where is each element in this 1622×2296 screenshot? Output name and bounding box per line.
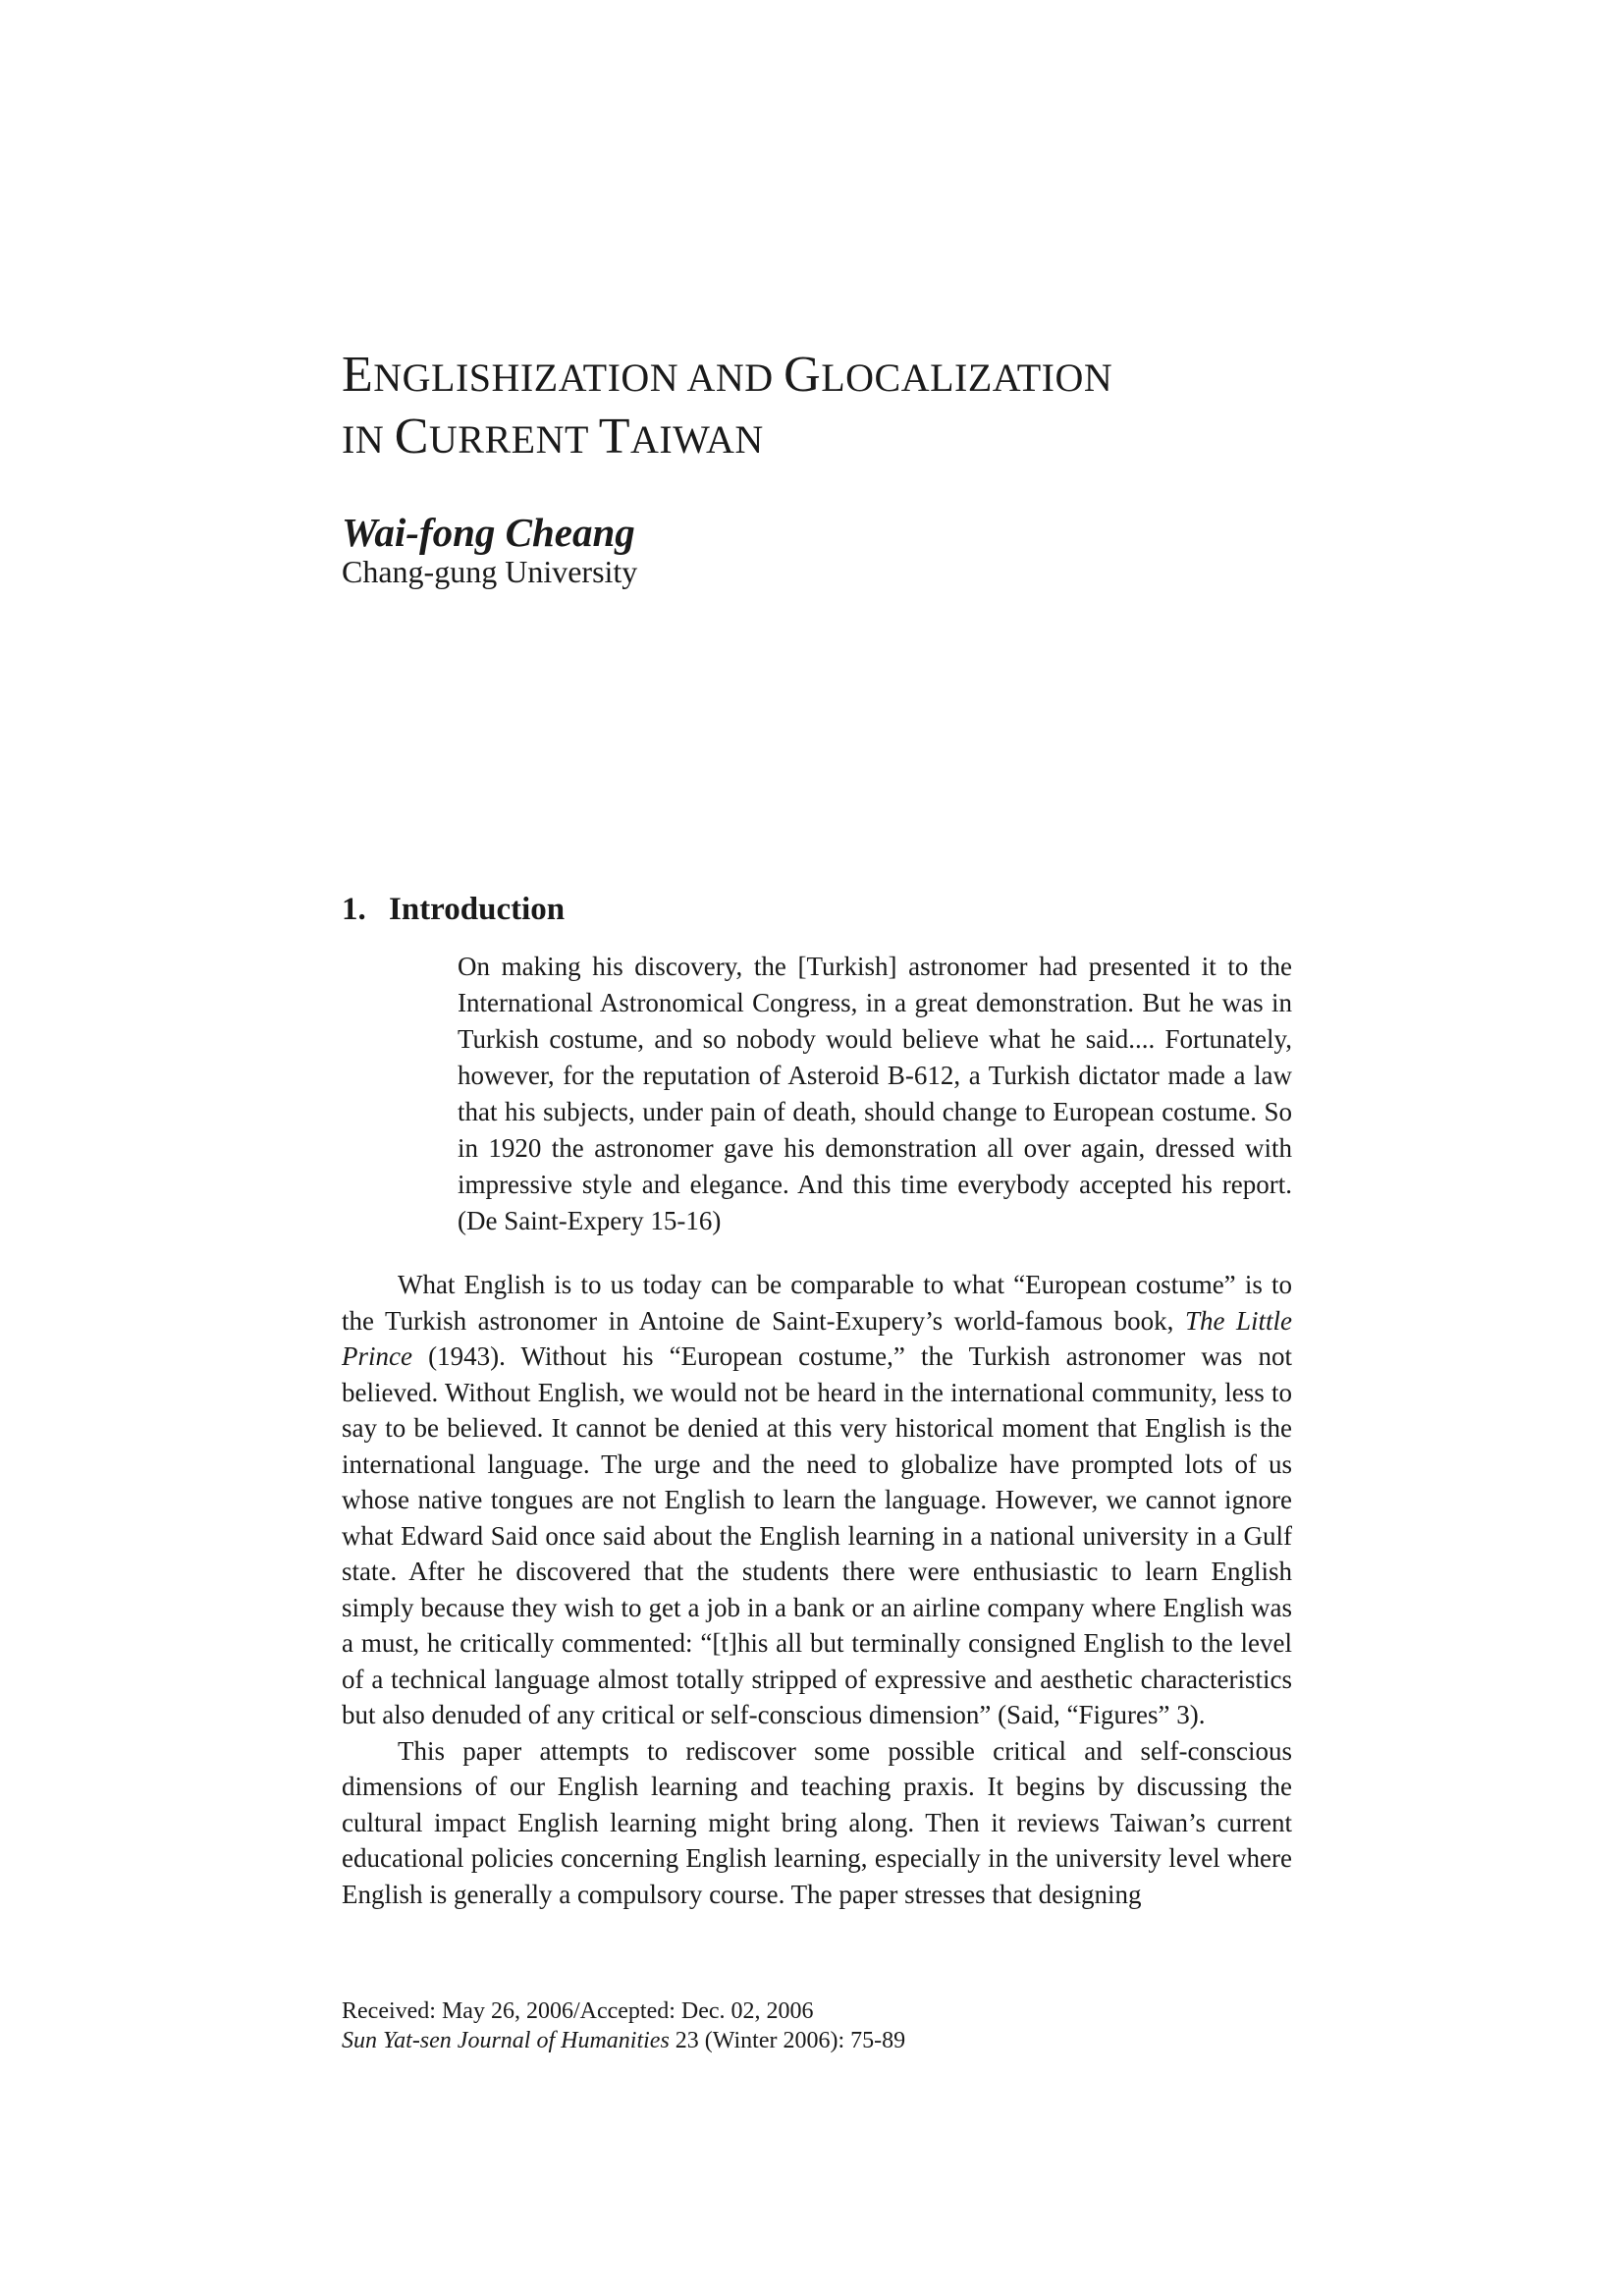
received-date: Received: May 26, 2006/Accepted: Dec. 02, 2006 bbox=[342, 1998, 814, 2024]
paragraph: This paper attempts to rediscover some possible critical and self-conscious dimensions of our English learning and teaching praxis. It begins by discussing the cultural impact English learning might bring along. Then it reviews Taiwan’s current educational policies concerning English learning, especially in the university level where English is generally a compulsory course. The paper stresses that designing bbox=[342, 1735, 1292, 1909]
paper-title bbox=[342, 346, 1324, 469]
footnote bbox=[342, 1996, 905, 2055]
section-title: Introduction bbox=[389, 892, 566, 927]
section-heading bbox=[342, 892, 565, 928]
body-text bbox=[342, 1267, 1292, 1912]
journal-name: Sun Yat-sen Journal of Humanities bbox=[342, 2028, 670, 2053]
title-line-2: IN CURRENT TAIWAN bbox=[342, 409, 764, 465]
epigraph-quote: On making his discovery, the [Turkish] astronomer had presented it to the International Astronomical Congress, in a great demonstration. But he was in Turkish costume, and so nobody would believe what he said.... Fortunately, however, for the reputation of Asteroid B-612, a Turkish dictator made a law that his subjects, under pain of death, should change to European costume. So in 1920 the astronomer gave his demonstration all over again, dressed with impressive style and elegance. And this time everybody accepted his report. (De Saint-Expery 15-16) bbox=[458, 952, 1292, 1235]
journal-citation: Sun Yat-sen Journal of Humanities 23 (Winter 2006): 75-89 bbox=[342, 2028, 906, 2053]
author-name: Wai-fong Cheang bbox=[342, 510, 635, 555]
section-number: 1. bbox=[342, 892, 366, 927]
book-title: The Little Prince bbox=[342, 1305, 1292, 1371]
paragraph: What English is to us today can be comparable to what “European costume” is to the Turkish astronomer in Antoine de Saint-Exupery’s world-famous book, The Little Prince (1943). Without his “European costume,” the Turkish astronomer was not believed. Without English, we would not be heard in the international community, less to say to be believed. It cannot be denied at this very historical moment that English is the international language. The urge and the need to globalize have prompted lots of us whose native tongues are not English to learn the language. However, we cannot ignore what Edward Said once said about the English learning in a national university in a Gulf state. After he discovered that the students there were enthusiastic to learn English simply because they wish to get a job in a bank or an airline company where English was a must, he critically commented: “[t]his all but terminally consigned English to the level of a technical language almost totally stripped of expressive and aesthetic characteristics but also denuded of any critical or self-conscious dimension” (Said, “Figures” 3). bbox=[342, 1270, 1292, 1729]
author-affiliation: Chang-gung University bbox=[342, 554, 638, 589]
title-line-1: ENGLISHIZATION AND GLOCALIZATION bbox=[342, 347, 1113, 403]
